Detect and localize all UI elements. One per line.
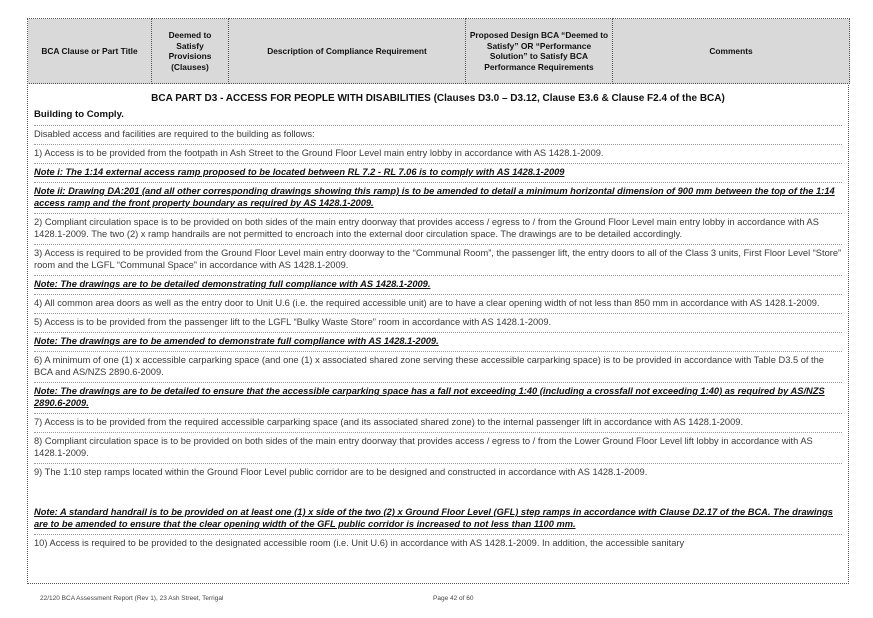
paragraph: 9) The 1:10 step ramps located within the Ground Floor Level public corridor are to be designed and constructed in accordance with AS 1428.1-2009. bbox=[34, 467, 648, 477]
header-bca-clause: BCA Clause or Part Title bbox=[28, 19, 152, 84]
note: Note: The drawings are to be amended to demonstrate full compliance with AS 1428.1-2009. bbox=[34, 333, 842, 352]
paragraph: Disabled access and facilities are required to the building as follows: bbox=[34, 126, 842, 145]
paragraph: 7) Access is to be provided from the required accessible carparking space (and its associated shared zone) to the internal passenger lift in accordance with AS 1428.1-2009. bbox=[34, 414, 842, 433]
footer-page-number: Page 42 of 60 bbox=[433, 595, 474, 602]
paragraph: 4) All common area doors as well as the entry door to Unit U.6 (i.e. the required accessible unit) are to have a clear opening width of not less than 850 mm in accordance with AS 1428.1-2009. bbox=[34, 295, 842, 314]
paragraph: 8) Compliant circulation space is to be provided on both sides of the main entry doorway that provides access / egress to / from the Lower Ground Floor Level lift lobby in accordance with AS 1428.1-2009. bbox=[34, 433, 842, 464]
paragraph: 6) A minimum of one (1) x accessible carparking space (and one (1) x associated shared zone serving these accessible carparking space) is to be provided in accordance with Table D3.5 of the BCA and AS/NZS 2890.6-2009. bbox=[34, 352, 842, 383]
footer-report-reference: 22/120 BCA Assessment Report (Rev 1), 23 Ash Street, Terrigal bbox=[40, 595, 224, 602]
paragraph: 5) Access is to be provided from the passenger lift to the LGFL “Bulky Waste Store” room in accordance with AS 1428.1-2009. bbox=[34, 314, 842, 333]
section-body bbox=[27, 85, 849, 584]
blank-space bbox=[34, 482, 842, 504]
header-description: Description of Compliance Requirement bbox=[229, 19, 466, 84]
paragraph: 1) Access is to be provided from the footpath in Ash Street to the Ground Floor Level main entry lobby in accordance with AS 1428.1-2009. bbox=[34, 145, 842, 164]
note: Note ii: Drawing DA:201 (and all other corresponding drawings showing this ramp) is to be amended to detail a minimum horizontal dimension of 900 mm between the top of the 1:14 access ramp and the front property boundary as required by AS 1428.1-2009. bbox=[34, 183, 842, 214]
section-title: BCA PART D3 - ACCESS FOR PEOPLE WITH DISABILITIES (Clauses D3.0 – D3.12, Clause E3.6 & Clause F2.4 of the BCA) bbox=[151, 93, 725, 104]
note: Note: A standard handrail is to be provided on at least one (1) x side of the two (2) x Ground Floor Level (GFL) step ramps in accordance with Clause D2.17 of the BCA. The drawings are to be amended to ensure that the clear opening width of the GFL public corridor is increased to not less than 1100 mm. bbox=[34, 504, 842, 535]
report-page bbox=[27, 18, 849, 583]
note: Note: The drawings are to be detailed demonstrating full compliance with AS 1428.1-2009. bbox=[34, 276, 842, 295]
paragraph: 2) Compliant circulation space is to be provided on both sides of the main entry doorway that provides access / egress to / from the Ground Floor Level main entry lobby in accordance with AS 1428.1-2009. The two (2) x ramp handrails are not permitted to encroach into the external door circulation space. The drawings are to be detailed accordingly. bbox=[34, 214, 842, 245]
note: Note i: The 1:14 external access ramp proposed to be located between RL 7.2 - RL 7.06 is to comply with AS 1428.1-2009 bbox=[34, 164, 842, 183]
header-proposed-design: Proposed Design BCA “Deemed to Satisfy” OR “Performance Solution” to Satisfy BCA Performance Requirements bbox=[466, 19, 613, 84]
compliance-table-header bbox=[27, 18, 850, 84]
header-deemed-to-satisfy: Deemed to Satisfy Provisions (Clauses) bbox=[152, 19, 229, 84]
header-comments: Comments bbox=[613, 19, 850, 84]
paragraph: 3) Access is required to be provided from the Ground Floor Level main entry doorway to the “Communal Room”, the passenger lift, the entry doors to all of the Class 3 units, First Floor Level “Store” room and the LGFL “Communal Space” in accordance with AS 1428.1-2009. bbox=[34, 245, 842, 276]
paragraph: 10) Access is required to be provided to the designated accessible room (i.e. Unit U.6) in accordance with AS 1428.1-2009. In addition, the accessible sanitary bbox=[34, 538, 685, 548]
section-heading: Building to Comply. bbox=[34, 107, 842, 126]
note: Note: The drawings are to be detailed to ensure that the accessible carparking space has a fall not exceeding 1:40 (including a crossfall not exceeding 1:40) as required by AS/NZS 2890.6-2009. bbox=[34, 383, 842, 414]
